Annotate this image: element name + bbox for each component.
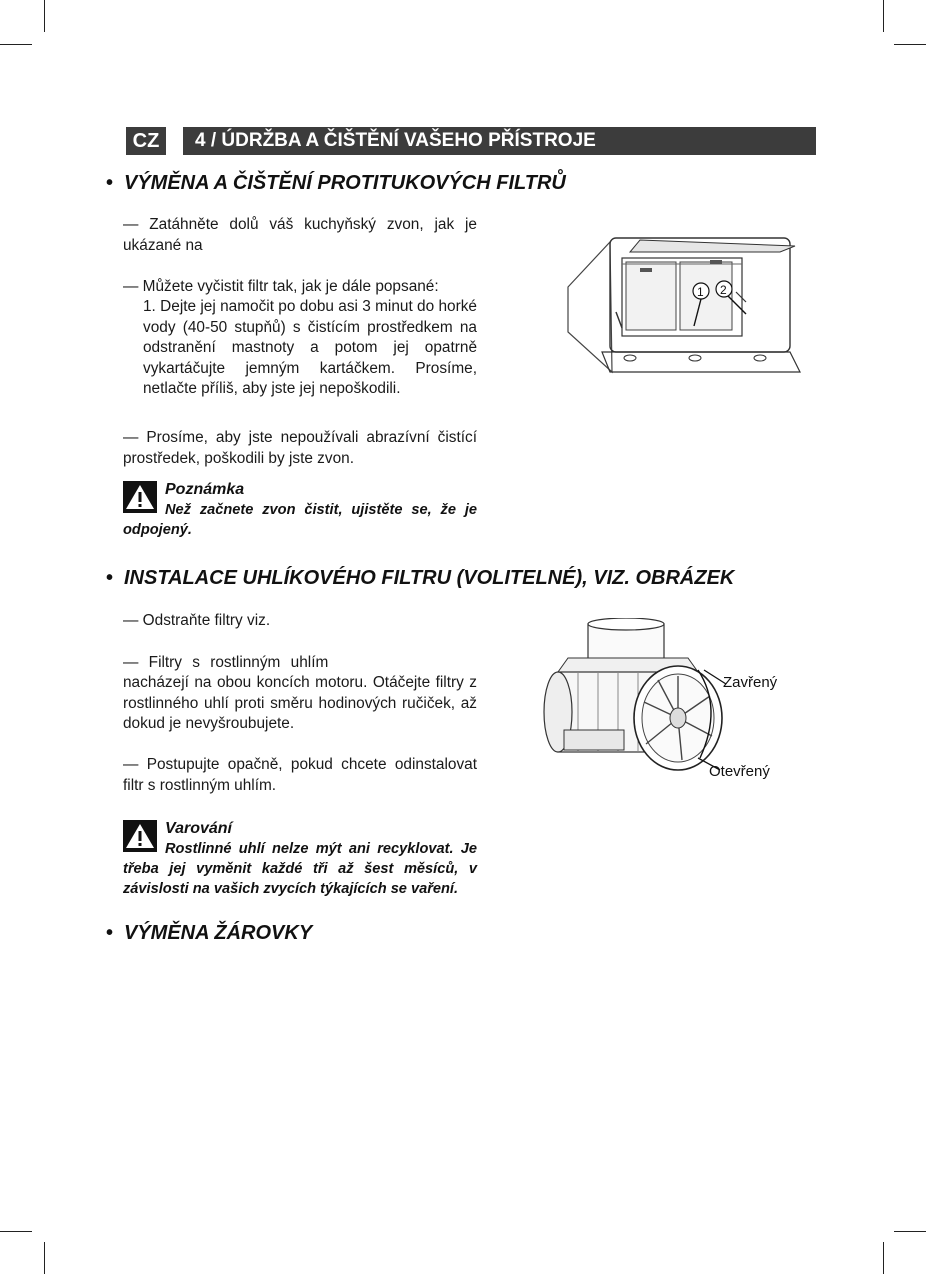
bullet: • xyxy=(106,922,114,944)
chapter-header xyxy=(183,127,816,155)
paragraph: — Můžete vyčistit filtr tak, jak je dále popsané: xyxy=(123,278,439,295)
hood-filter-illustration xyxy=(560,232,810,382)
note-body: Než začnete zvon čistit, ujistěte se, že je odpojený. xyxy=(123,502,477,538)
carbon-filter-motor-illustration xyxy=(538,618,728,780)
paragraph: — Prosíme, aby jste nepoužívali abrazívní čistící prostředek, poškodili by jste zvon. xyxy=(123,429,477,467)
section-title-grease-filters xyxy=(106,172,566,195)
warning-icon xyxy=(123,820,157,852)
language-badge: CZ xyxy=(126,127,166,155)
warning-body: Rostlinné uhlí nelze mýt ani recyklovat. Je třeba jej vyměnit každé tři až šest měsíců, v závislosti na vašich zvycích týkajících se vaření. xyxy=(123,841,477,897)
bullet: • xyxy=(106,172,114,194)
crop-mark xyxy=(894,1231,926,1232)
warning-box xyxy=(123,820,477,899)
bullet: • xyxy=(106,567,114,589)
paragraph: nacházejí na obou koncích motoru. Otáčejte filtry z rostlinného uhlí proti směru hodinových ručiček, až dokud je nevyšroubujete. xyxy=(123,674,477,732)
numbered-step: 1. Dejte jej namočit po dobu asi 3 minut do horké vody (40-50 stupňů) s čistícím prostředkem na odstranění mastnoty a potom jej opatrně vykartáčujte jemným kartáčkem. Prosíme, netlačte příliš, aby jste jej nepoškodili. xyxy=(143,298,477,397)
warning-title: Varování xyxy=(165,820,232,837)
label-open: Otevřený xyxy=(709,763,770,780)
figure-label-1: 1 xyxy=(697,285,704,299)
crop-mark xyxy=(44,0,45,32)
paragraph: — Zatáhněte dolů váš kuchyňský zvon, jak je ukázané na xyxy=(123,216,477,254)
paragraph: — Postupujte opačně, pokud chcete odinstalovat filtr s rostlinným uhlím. xyxy=(123,756,477,794)
crop-mark xyxy=(883,1242,884,1274)
section-title-carbon-filter xyxy=(106,567,734,590)
crop-mark xyxy=(44,1242,45,1274)
crop-mark xyxy=(0,44,32,45)
paragraph: — Filtry s rostlinným uhlím xyxy=(123,654,329,671)
chapter-title: 4 / ÚDRŽBA A ČIŠTĚNÍ VAŠEHO PŘÍSTROJE xyxy=(195,130,596,151)
section-title-text: VÝMĚNA A ČIŠTĚNÍ PROTITUKOVÝCH FILTRŮ xyxy=(124,172,566,194)
note-title: Poznámka xyxy=(165,481,245,498)
paragraph: — Odstraňte filtry viz. xyxy=(123,612,271,629)
label-closed: Zavřený xyxy=(723,674,778,691)
crop-mark xyxy=(883,0,884,32)
figure-label-2: 2 xyxy=(720,283,727,297)
note-box xyxy=(123,481,477,540)
section-title-bulb-replacement xyxy=(106,922,312,945)
crop-mark xyxy=(894,44,926,45)
warning-icon xyxy=(123,481,157,513)
section-title-text: INSTALACE UHLÍKOVÉHO FILTRU (VOLITELNÉ), VIZ. OBRÁZEK xyxy=(124,567,735,589)
crop-mark xyxy=(0,1231,32,1232)
section-title-text: VÝMĚNA ŽÁROVKY xyxy=(124,922,313,944)
